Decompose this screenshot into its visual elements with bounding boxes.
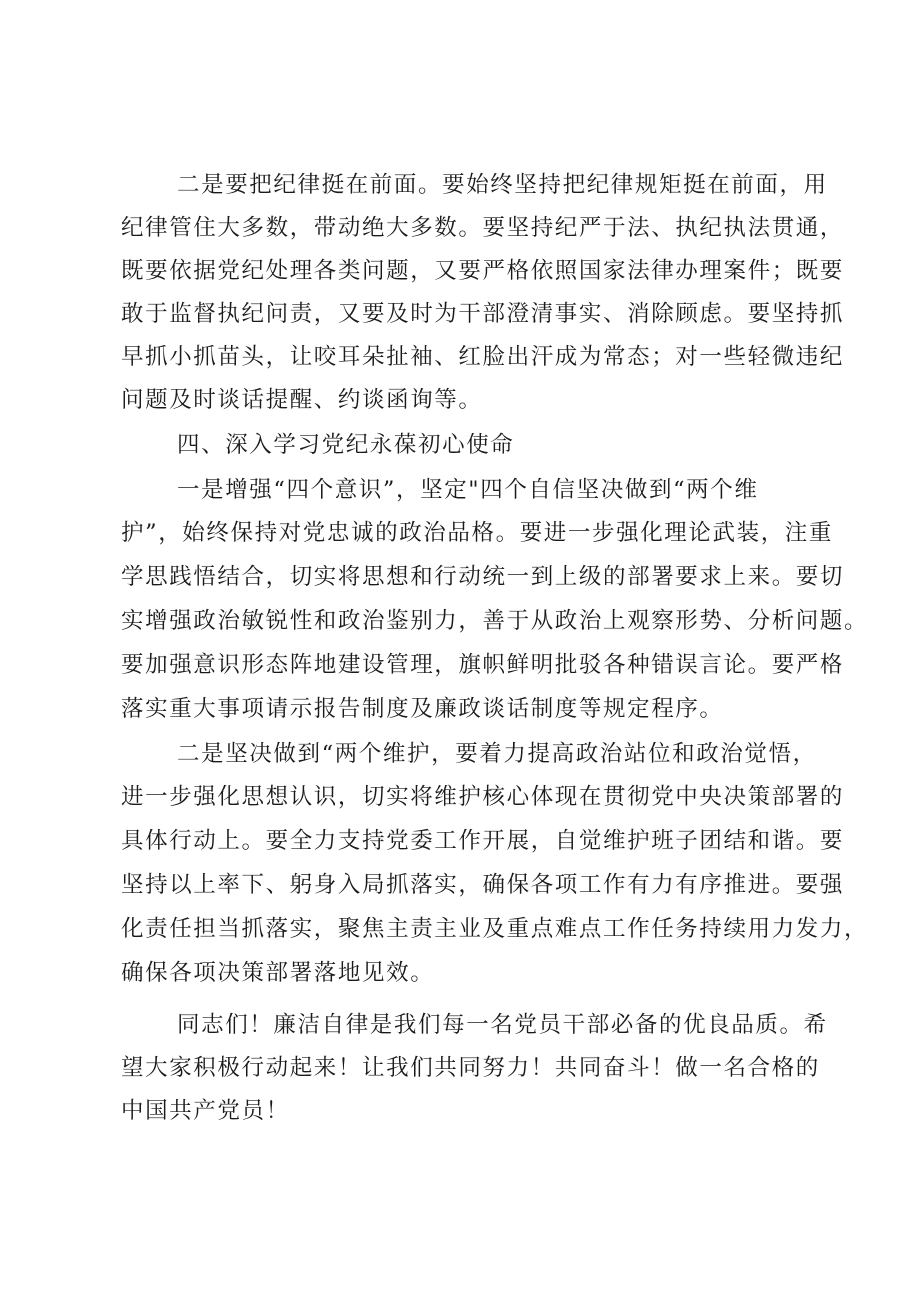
paragraph-safeguards-line: 确保各项决策部署落地见效。 xyxy=(121,960,435,986)
paragraph-safeguards-line: 坚持以上率下、躬身入局抓落实，确保各项工作有力有序推进。要强 xyxy=(121,872,845,898)
paragraph-consciousness-line: 学思践悟结合，切实将思想和行动统一到上级的部署要求上来。要切 xyxy=(121,564,845,590)
paragraph-safeguards-line: 具体行动上。要全力支持党委工作开展，自觉维护班子团结和谐。要 xyxy=(121,828,845,854)
paragraph-discipline-line: 问题及时谈话提醒、约谈函询等。 xyxy=(121,387,483,413)
paragraph-consciousness-line: 落实重大事项请示报告制度及廉政谈话制度等规定程序。 xyxy=(121,696,724,722)
section-heading: 四、深入学习党纪永葆初心使命 xyxy=(177,432,515,458)
paragraph-consciousness-line: 一是增强“四个意识”，坚定"四个自信坚决做到“两个维 xyxy=(177,477,759,503)
paragraph-consciousness-line: 要加强意识形态阵地建设管理，旗帜鲜明批驳各种错误言论。要严格 xyxy=(121,652,845,678)
paragraph-safeguards-line: 化责任担当抓落实，聚焦主责主业及重点难点工作任务持续用力发力， xyxy=(121,916,869,942)
paragraph-consciousness-line: 实增强政治敏锐性和政治鉴别力，善于从政治上观察形势、分析问题。 xyxy=(121,608,869,634)
paragraph-discipline-line: 早抓小抓苗头，让咬耳朵扯袖、红脸出汗成为常态；对一些轻微违纪 xyxy=(121,344,845,370)
paragraph-closing-line: 中国共产党员！ xyxy=(121,1098,290,1124)
paragraph-safeguards-line: 进一步强化思想认识，切实将维护核心体现在贯彻党中央决策部署的 xyxy=(121,784,845,810)
paragraph-discipline-line: 敢于监督执纪问责，又要及时为干部澄清事实、消除顾虑。要坚持抓 xyxy=(121,301,845,327)
paragraph-discipline-line: 纪律管住大多数，带动绝大多数。要坚持纪严于法、执纪执法贯通， xyxy=(121,215,845,241)
paragraph-closing-line: 同志们！廉洁自律是我们每一名党员干部必备的优良品质。希 xyxy=(177,1012,828,1038)
paragraph-closing-line: 望大家积极行动起来！让我们共同努力！共同奋斗！做一名合格的 xyxy=(121,1055,820,1081)
paragraph-safeguards-line: 二是坚决做到“两个维护，要着力提高政治站位和政治觉悟， xyxy=(177,741,817,767)
paragraph-consciousness-line: 护”，始终保持对党忠诚的政治品格。要进一步强化理论武装，注重 xyxy=(121,520,834,546)
paragraph-discipline-line: 二是要把纪律挺在前面。要始终坚持把纪律规矩挺在前面，用 xyxy=(177,172,828,198)
paragraph-discipline-line: 既要依据党纪处理各类问题，又要严格依照国家法律办理案件；既要 xyxy=(121,258,845,284)
